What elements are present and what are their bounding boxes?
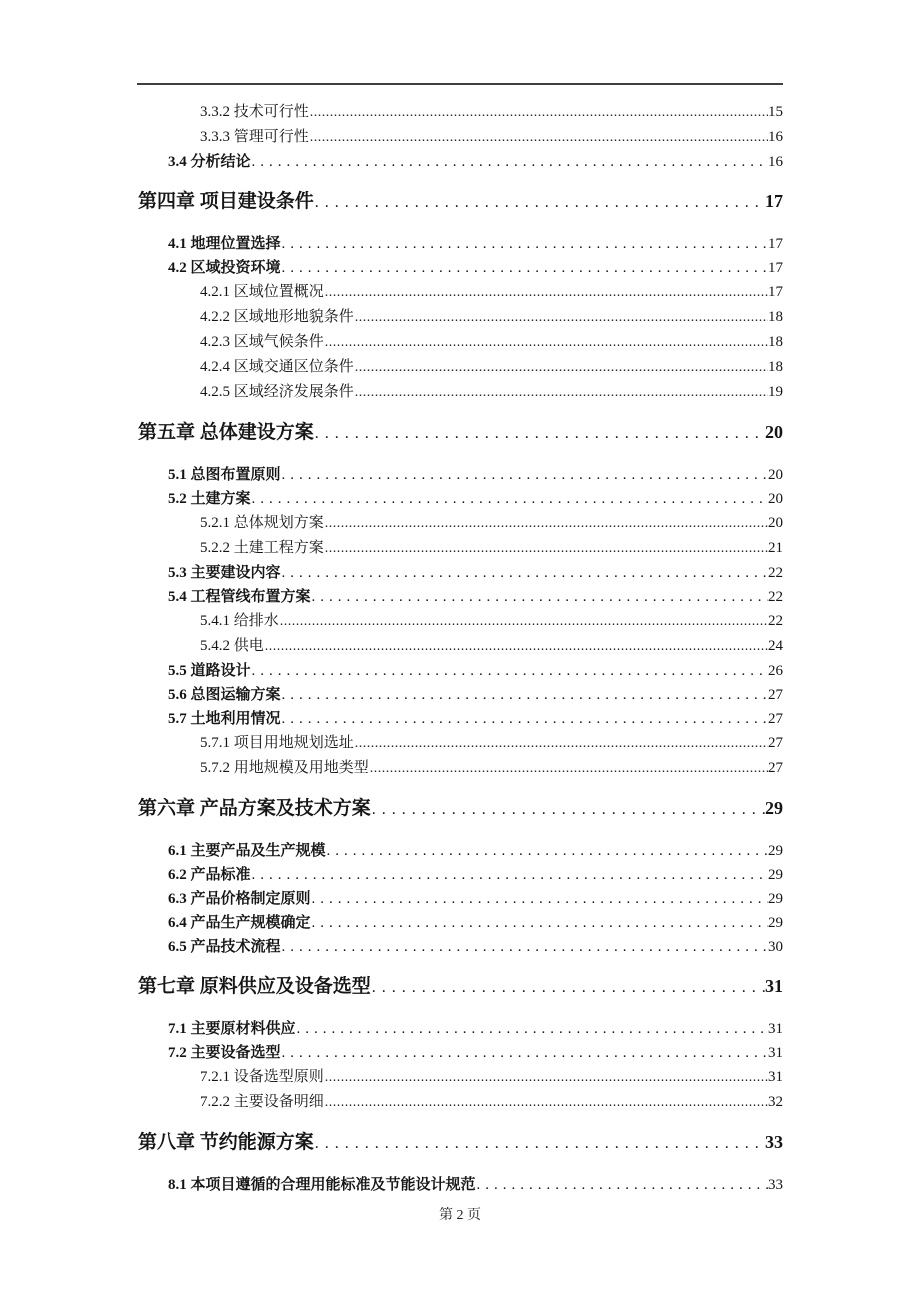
toc-entry-page: 22 <box>768 565 783 581</box>
toc-dot-leader <box>281 707 768 731</box>
toc-entry-page: 33 <box>765 1132 783 1152</box>
toc-entry-page: 15 <box>768 104 783 120</box>
toc-entry[interactable] <box>168 585 783 609</box>
toc-dot-leader <box>324 281 768 305</box>
toc-entry-page: 29 <box>765 798 783 818</box>
toc-entry-label: 5.2.2 土建工程方案 <box>200 540 324 556</box>
toc-entry[interactable] <box>200 100 783 125</box>
toc-entry[interactable] <box>200 1090 783 1115</box>
toc-dot-leader <box>251 863 768 887</box>
toc-dot-leader <box>281 935 768 959</box>
toc-entry[interactable] <box>168 561 783 585</box>
toc-entry-page: 17 <box>768 260 783 276</box>
toc-entry[interactable] <box>200 731 783 756</box>
toc-entry-label: 8.1 本项目遵循的合理用能标准及节能设计规范 <box>168 1177 476 1193</box>
toc-entry-page: 24 <box>768 638 783 654</box>
toc-entry[interactable] <box>168 887 783 911</box>
toc-dot-leader <box>476 1173 768 1197</box>
toc-entry[interactable] <box>200 355 783 380</box>
toc-dot-leader <box>281 683 768 707</box>
toc-entry-label: 6.1 主要产品及生产规模 <box>168 843 326 859</box>
toc-dot-leader <box>354 732 768 756</box>
toc-chapter-entry[interactable] <box>138 417 783 449</box>
toc-entry[interactable] <box>200 280 783 305</box>
toc-dot-leader <box>371 795 765 825</box>
toc-dot-leader <box>314 188 765 218</box>
toc-entry-label: 4.2.1 区域位置概况 <box>200 284 324 300</box>
toc-entry[interactable] <box>200 1065 783 1090</box>
toc-dot-leader <box>279 610 768 634</box>
toc-entry[interactable] <box>168 487 783 511</box>
toc-entry-label: 5.7.1 项目用地规划选址 <box>200 735 354 751</box>
toc-entry-label: 4.1 地理位置选择 <box>168 236 281 252</box>
toc-entry[interactable] <box>200 536 783 561</box>
toc-entry-label: 第四章 项目建设条件 <box>138 191 314 212</box>
toc-entry[interactable] <box>200 634 783 659</box>
toc-dot-leader <box>314 419 765 449</box>
toc-entry-label: 7.2.2 主要设备明细 <box>200 1094 324 1110</box>
toc-dot-leader <box>354 381 768 405</box>
toc-entry[interactable] <box>168 839 783 863</box>
toc-dot-leader <box>369 757 768 781</box>
toc-entry-page: 20 <box>768 515 783 531</box>
toc-entry-label: 5.4.2 供电 <box>200 638 264 654</box>
toc-entry-page: 22 <box>768 613 783 629</box>
toc-entry-page: 31 <box>768 1069 783 1085</box>
toc-dot-leader <box>251 150 768 174</box>
toc-entry-page: 16 <box>768 154 783 170</box>
toc-entry-page: 17 <box>765 191 783 211</box>
toc-entry-page: 33 <box>768 1177 783 1193</box>
toc-entry[interactable] <box>168 659 783 683</box>
toc-entry[interactable] <box>200 125 783 150</box>
toc-entry-label: 4.2.4 区域交通区位条件 <box>200 359 354 375</box>
toc-entry-page: 27 <box>768 711 783 727</box>
toc-dot-leader <box>309 101 768 125</box>
toc-list <box>138 100 783 1197</box>
toc-entry[interactable] <box>168 707 783 731</box>
toc-entry-label: 5.5 道路设计 <box>168 663 251 679</box>
toc-entry[interactable] <box>200 380 783 405</box>
toc-dot-leader <box>281 1041 768 1065</box>
toc-dot-leader <box>296 1017 768 1041</box>
toc-entry-page: 29 <box>768 867 783 883</box>
toc-entry[interactable] <box>200 511 783 536</box>
toc-entry-label: 5.4.1 给排水 <box>200 613 279 629</box>
toc-entry-label: 3.3.2 技术可行性 <box>200 104 309 120</box>
toc-entry-page: 26 <box>768 663 783 679</box>
toc-entry-label: 7.2.1 设备选型原则 <box>200 1069 324 1085</box>
toc-entry-page: 29 <box>768 915 783 931</box>
toc-entry[interactable] <box>168 1173 783 1197</box>
toc-entry-label: 第五章 总体建设方案 <box>138 422 314 443</box>
toc-dot-leader <box>371 973 765 1003</box>
toc-entry[interactable] <box>200 609 783 634</box>
toc-entry-page: 21 <box>768 540 783 556</box>
toc-chapter-entry[interactable] <box>138 186 783 218</box>
toc-chapter-entry[interactable] <box>138 793 783 825</box>
toc-dot-leader <box>324 537 768 561</box>
toc-dot-leader <box>314 1129 765 1159</box>
toc-entry-page: 16 <box>768 129 783 145</box>
toc-entry-page: 18 <box>768 334 783 350</box>
toc-dot-leader <box>311 585 768 609</box>
header-rule <box>137 83 783 85</box>
toc-entry-label: 第八章 节约能源方案 <box>138 1132 314 1153</box>
toc-entry-page: 29 <box>768 891 783 907</box>
toc-dot-leader <box>281 232 768 256</box>
toc-entry-page: 27 <box>768 687 783 703</box>
page-number-label: 第 2 页 <box>439 1208 481 1223</box>
page-footer <box>0 1204 920 1224</box>
toc-entry-label: 4.2.5 区域经济发展条件 <box>200 384 354 400</box>
toc-chapter-entry[interactable] <box>138 971 783 1003</box>
toc-entry-label: 5.4 工程管线布置方案 <box>168 589 311 605</box>
toc-entry-label: 7.2 主要设备选型 <box>168 1045 281 1061</box>
toc-entry-label: 5.3 主要建设内容 <box>168 565 281 581</box>
toc-entry-page: 20 <box>765 422 783 442</box>
toc-dot-leader <box>264 635 768 659</box>
toc-dot-leader <box>281 561 768 585</box>
toc-entry-page: 18 <box>768 359 783 375</box>
toc-entry-label: 5.6 总图运输方案 <box>168 687 281 703</box>
toc-entry[interactable] <box>168 1017 783 1041</box>
toc-dot-leader <box>326 839 768 863</box>
toc-entry[interactable] <box>168 256 783 280</box>
toc-entry-page: 31 <box>768 1021 783 1037</box>
toc-entry-label: 第六章 产品方案及技术方案 <box>138 798 371 819</box>
toc-dot-leader <box>309 126 768 150</box>
toc-entry-page: 20 <box>768 467 783 483</box>
toc-entry-page: 19 <box>768 384 783 400</box>
toc-dot-leader <box>251 487 768 511</box>
toc-entry-page: 31 <box>765 976 783 996</box>
toc-entry[interactable] <box>168 1041 783 1065</box>
toc-entry-label: 7.1 主要原材料供应 <box>168 1021 296 1037</box>
toc-entry[interactable] <box>200 756 783 781</box>
toc-entry-page: 31 <box>768 1045 783 1061</box>
toc-entry-label: 5.7.2 用地规模及用地类型 <box>200 760 369 776</box>
toc-entry-page: 18 <box>768 309 783 325</box>
toc-dot-leader <box>354 356 768 380</box>
toc-entry-page: 17 <box>768 236 783 252</box>
toc-dot-leader <box>324 331 768 355</box>
toc-dot-leader <box>311 911 768 935</box>
toc-chapter-entry[interactable] <box>138 1127 783 1159</box>
toc-entry[interactable] <box>168 232 783 256</box>
toc-dot-leader <box>281 256 768 280</box>
toc-dot-leader <box>354 306 768 330</box>
toc-entry-page: 32 <box>768 1094 783 1110</box>
toc-dot-leader <box>311 887 768 911</box>
toc-entry-label: 3.4 分析结论 <box>168 154 251 170</box>
toc-dot-leader <box>324 512 768 536</box>
toc-entry-label: 4.2.2 区域地形地貌条件 <box>200 309 354 325</box>
toc-entry-label: 3.3.3 管理可行性 <box>200 129 309 145</box>
toc-entry[interactable] <box>168 150 783 174</box>
toc-entry-page: 30 <box>768 939 783 955</box>
toc-dot-leader <box>251 659 768 683</box>
toc-dot-leader <box>324 1066 768 1090</box>
toc-entry[interactable] <box>200 305 783 330</box>
toc-entry-page: 22 <box>768 589 783 605</box>
toc-entry[interactable] <box>168 911 783 935</box>
toc-entry-page: 27 <box>768 735 783 751</box>
toc-entry-page: 20 <box>768 491 783 507</box>
toc-entry-label: 6.4 产品生产规模确定 <box>168 915 311 931</box>
toc-entry-label: 6.3 产品价格制定原则 <box>168 891 311 907</box>
toc-entry-label: 4.2 区域投资环境 <box>168 260 281 276</box>
toc-entry-label: 4.2.3 区域气候条件 <box>200 334 324 350</box>
toc-entry[interactable] <box>200 330 783 355</box>
toc-entry-label: 6.5 产品技术流程 <box>168 939 281 955</box>
toc-dot-leader <box>281 463 768 487</box>
toc-entry-label: 5.7 土地利用情况 <box>168 711 281 727</box>
toc-entry-label: 第七章 原料供应及设备选型 <box>138 976 371 997</box>
toc-entry-label: 5.2.1 总体规划方案 <box>200 515 324 531</box>
toc-entry-page: 27 <box>768 760 783 776</box>
toc-entry-label: 5.2 土建方案 <box>168 491 251 507</box>
toc-entry-label: 6.2 产品标准 <box>168 867 251 883</box>
toc-dot-leader <box>324 1091 768 1115</box>
toc-entry[interactable] <box>168 463 783 487</box>
toc-entry[interactable] <box>168 683 783 707</box>
toc-entry[interactable] <box>168 863 783 887</box>
toc-entry[interactable] <box>168 935 783 959</box>
toc-entry-label: 5.1 总图布置原则 <box>168 467 281 483</box>
toc-entry-page: 29 <box>768 843 783 859</box>
toc-entry-page: 17 <box>768 284 783 300</box>
